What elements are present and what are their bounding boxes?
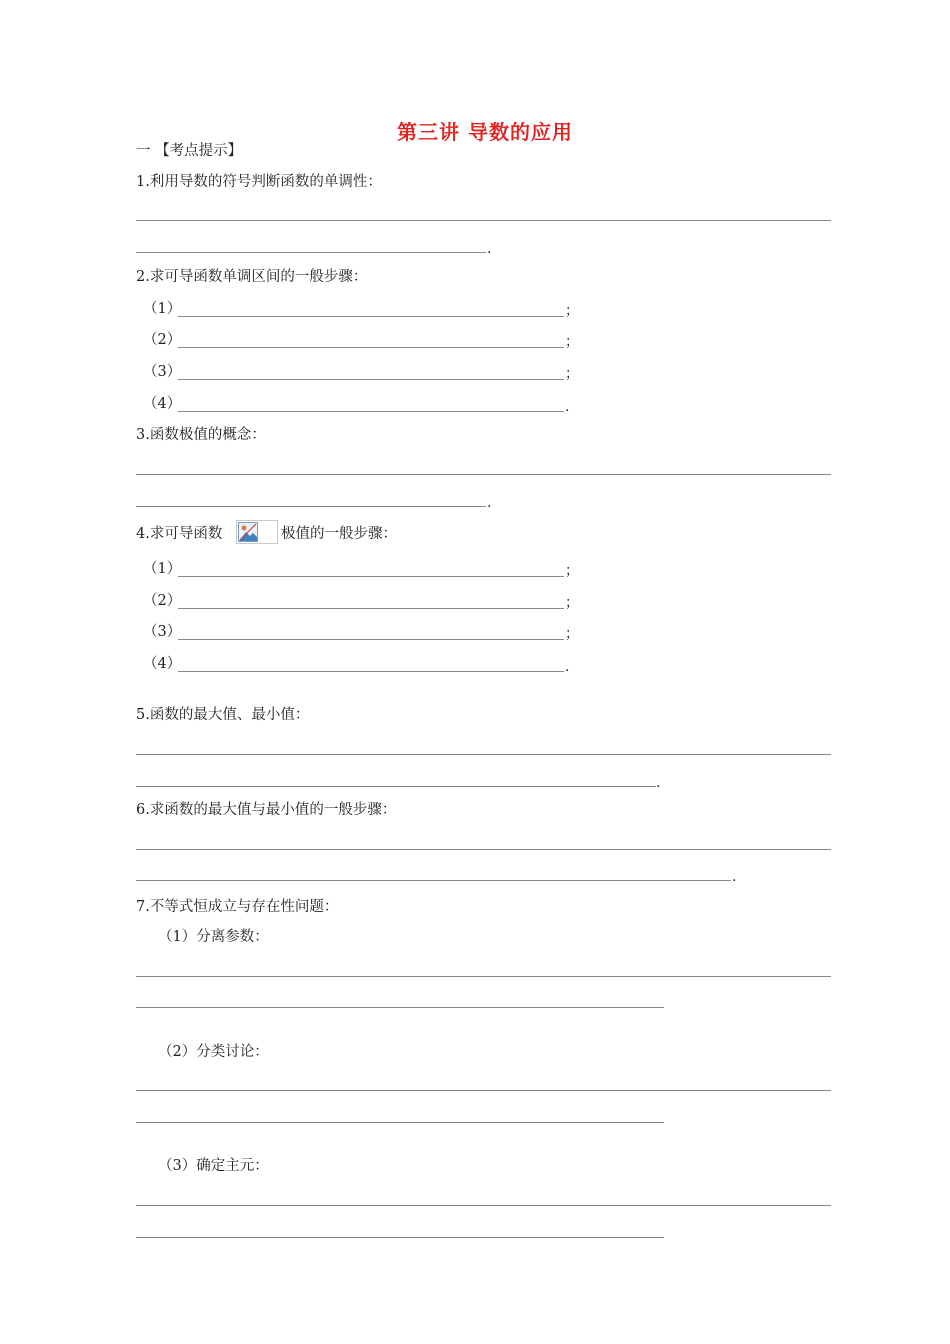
period-mark: . bbox=[732, 869, 737, 885]
blank-line bbox=[178, 639, 564, 640]
blank-line bbox=[136, 976, 831, 977]
item-4-heading-end: 极值的一般步骤： bbox=[281, 526, 397, 542]
step-label: （3） bbox=[143, 624, 182, 640]
sub-item-7-2: （2）分类讨论： bbox=[158, 1044, 269, 1060]
blank-line bbox=[136, 252, 486, 253]
blank-line bbox=[136, 506, 486, 507]
blank-line bbox=[178, 671, 564, 672]
semicolon-mark: ； bbox=[565, 334, 579, 350]
blank-line bbox=[178, 576, 564, 577]
item-2-heading: 2.求可导函数单调区间的一般步骤： bbox=[136, 269, 368, 285]
image-placeholder-icon bbox=[238, 522, 258, 542]
step-label: （4） bbox=[143, 396, 182, 412]
step-label: （3） bbox=[143, 364, 182, 380]
period-mark: . bbox=[487, 495, 492, 511]
blank-line bbox=[136, 1237, 664, 1238]
sub-item-7-3: （3）确定主元： bbox=[158, 1158, 269, 1174]
item-6-heading: 6.求函数的最大值与最小值的一般步骤： bbox=[136, 802, 397, 818]
broken-image-icon bbox=[236, 520, 278, 544]
period-mark: . bbox=[487, 241, 492, 257]
blank-line bbox=[136, 220, 831, 221]
semicolon-mark: ； bbox=[565, 626, 579, 642]
blank-line bbox=[178, 608, 564, 609]
blank-line bbox=[136, 1205, 831, 1206]
semicolon-mark: ； bbox=[565, 595, 579, 611]
blank-line bbox=[136, 786, 656, 787]
period-mark: . bbox=[565, 659, 570, 675]
blank-line bbox=[136, 474, 831, 475]
item-7-heading: 7.不等式恒成立与存在性问题： bbox=[136, 899, 339, 915]
blank-line bbox=[178, 411, 564, 412]
sub-item-7-1: （1）分离参数： bbox=[158, 929, 269, 945]
step-label: （1） bbox=[143, 301, 182, 317]
semicolon-mark: ； bbox=[565, 563, 579, 579]
step-label: （4） bbox=[143, 656, 182, 672]
blank-line bbox=[136, 1122, 664, 1123]
blank-line bbox=[178, 379, 564, 380]
step-label: （2） bbox=[143, 332, 182, 348]
section-heading: 一 【考点提示】 bbox=[136, 143, 243, 159]
blank-line bbox=[178, 316, 564, 317]
item-4-heading-start: 4.求可导函数 bbox=[136, 526, 223, 542]
period-mark: . bbox=[656, 775, 661, 791]
item-1-heading: 1.利用导数的符号判断函数的单调性： bbox=[136, 174, 382, 190]
step-label: （2） bbox=[143, 593, 182, 609]
blank-line bbox=[136, 1007, 664, 1008]
semicolon-mark: ； bbox=[565, 303, 579, 319]
blank-line bbox=[178, 347, 564, 348]
blank-line bbox=[136, 754, 831, 755]
blank-line bbox=[136, 1090, 831, 1091]
page-title: 第三讲 导数的应用 bbox=[397, 120, 573, 144]
period-mark: . bbox=[565, 399, 570, 415]
step-label: （1） bbox=[143, 561, 182, 577]
blank-line bbox=[136, 880, 731, 881]
item-5-heading: 5.函数的最大值、最小值： bbox=[136, 707, 310, 723]
semicolon-mark: ； bbox=[565, 366, 579, 382]
item-3-heading: 3.函数极值的概念： bbox=[136, 427, 266, 443]
blank-line bbox=[136, 849, 831, 850]
